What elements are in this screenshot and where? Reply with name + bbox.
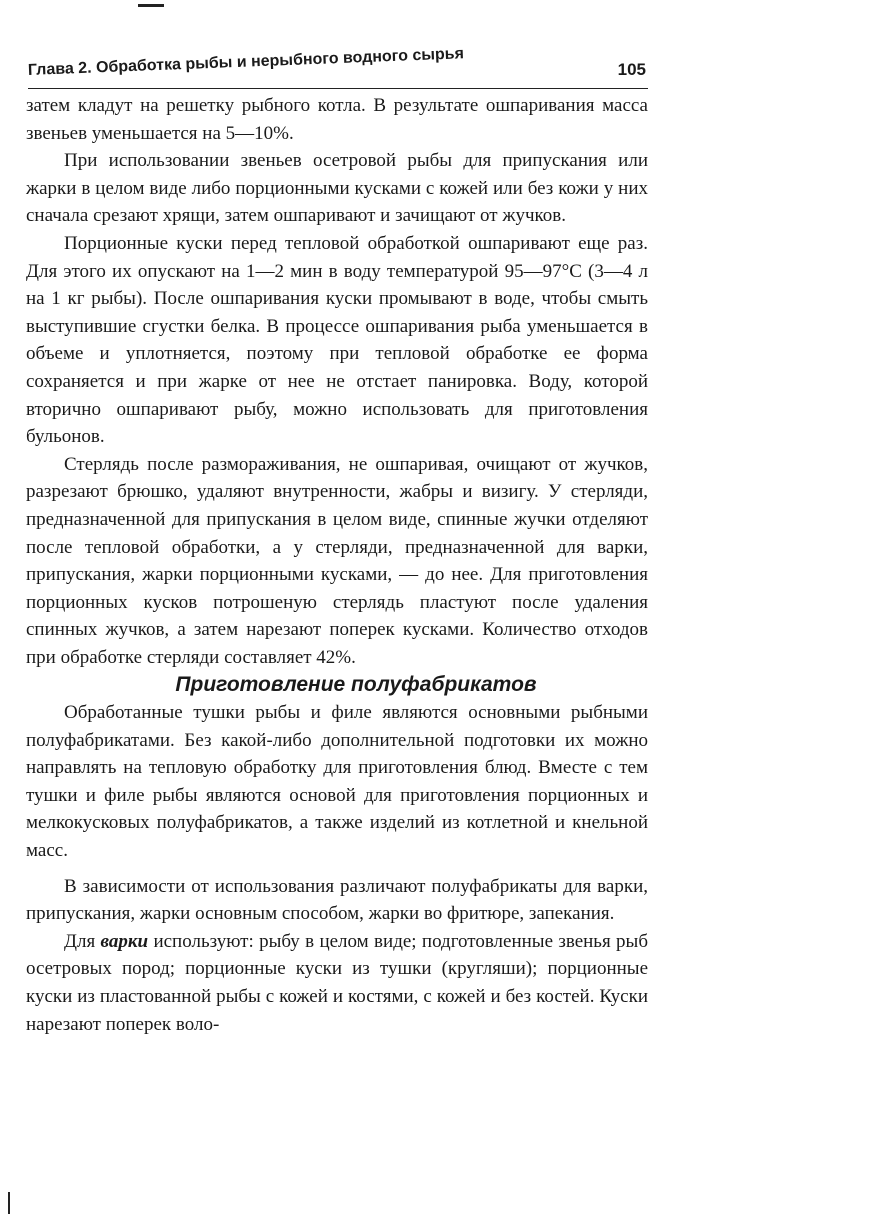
scan-mark <box>8 1192 10 1214</box>
page-body <box>26 92 648 1038</box>
term-boiling: варки <box>100 930 149 952</box>
paragraph: В зависимости от использования различают полуфабрикаты для варки, припускания, жарки основным способом, жарки во фритюре, запекания. <box>26 875 648 925</box>
paragraph: При использовании звеньев осетровой рыбы для припускания или жарки в целом виде либо порционными кусками с кожей или без кожи у них сначала срезают хрящи, затем ошпаривают и зачищают от жучков. <box>26 150 648 227</box>
paragraph: Порционные куски перед тепловой обработкой ошпаривают еще раз. Для этого их опускают на 1—2 мин в воду температурой 95—97°С (3—4 л на 1 кг рыбы). После ошпаривания куски промывают в воде, чтобы смыть выступившие сгустки белка. В процессе ошпаривания рыба уменьшается в объеме и уплотняется, поэтому при тепловой обработке ее форма сохраняется и при жарке от нее не отстает панировка. Воду, которой вторично ошпаривают рыбу, можно использовать для приготовления бульонов. <box>26 232 648 448</box>
scan-mark <box>138 4 164 7</box>
paragraph: Обработанные тушки рыбы и филе являются основными рыбными полуфабрикатами. Без какой-либо дополнительной подготовки их можно направлять на тепловую обработку для приготовления блюд. Вместе с тем тушки и филе рыбы являются основой для приготовления порционных и мелкокусковых полуфабрикатов, а также изделий из котлетной и кнельной масс. <box>26 702 648 862</box>
paragraph-lead: Для <box>64 930 101 952</box>
page-number: 105 <box>617 60 646 79</box>
paragraph: Стерлядь после размораживания, не ошпаривая, очищают от жучков, разрезают брюшко, удаляют внутренности, жабры и визигу. У стерляди, предназначенной для припускания в целом виде, спинные жучки отделяют после тепловой обработки, а у стерляди, предназначенной для варки, припускания, жарки порционными кусками, — до нее. Для приготовления порционных кусков потрошеную стерлядь пластуют после удаления спинных жучков, а затем нарезают поперек кусками. Количество отходов при обработке стерляди составляет 42%. <box>26 453 648 668</box>
running-header <box>27 45 648 89</box>
paragraph: затем кладут на решетку рыбного котла. В результате ошпаривания масса звеньев уменьшается на 5—10%. <box>26 95 648 144</box>
chapter-title: Глава 2. Обработка рыбы и нерыбного водного сырья <box>27 45 465 79</box>
section-title: Приготовление полуфабрикатов <box>175 673 537 697</box>
paragraph-rest: используют: рыбу в целом виде; подготовленные звенья рыб осетровых пород; порционные куски из тушки (кругляши); порционные куски из пластованной рыбы с кожей и костями, с кожей и без костей. Куски нарезают поперек воло- <box>26 930 648 1035</box>
paragraph-boiling <box>26 928 648 1038</box>
